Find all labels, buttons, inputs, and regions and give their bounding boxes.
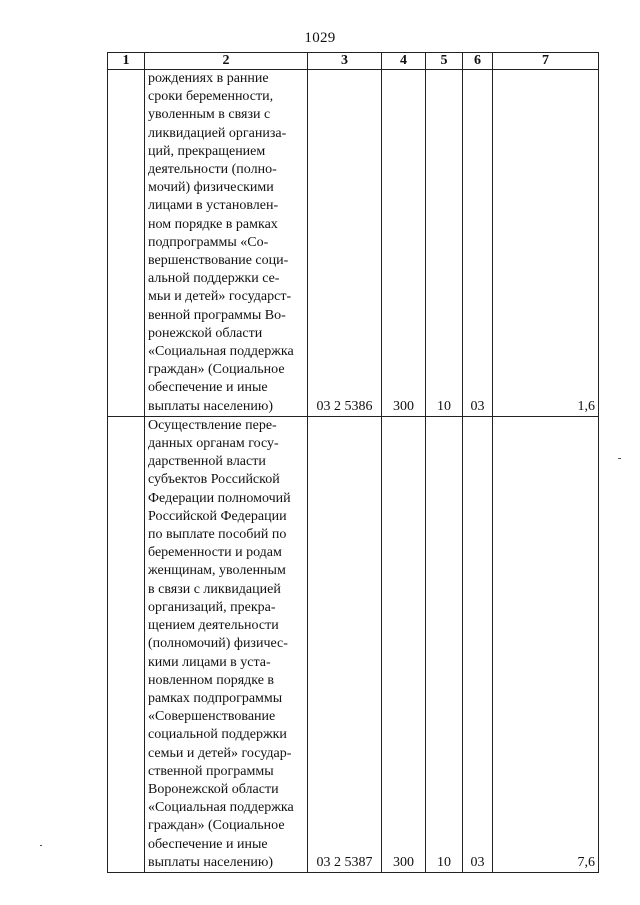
- description-line: альной поддержки се-: [148, 271, 280, 287]
- description-line: Воронежской области: [148, 781, 279, 797]
- header-col-3: 3: [308, 53, 382, 70]
- description-line: дарственной власти: [148, 454, 266, 470]
- col5-cell: 10: [426, 416, 463, 872]
- description-line: социальной поддержки: [148, 727, 287, 743]
- header-row: [108, 53, 599, 70]
- table-header: [108, 53, 599, 70]
- description-line: в связи с ликвидацией: [148, 581, 281, 597]
- description-line: сроки беременности,: [148, 89, 274, 105]
- page-number: 1029: [304, 30, 336, 46]
- description-line: мочий) физическими: [148, 180, 274, 196]
- description-line: обеспечение и иные: [148, 836, 268, 852]
- scan-speck: [40, 845, 42, 846]
- description-line: уволенным в связи с: [148, 107, 271, 123]
- amount-cell: 7,6: [493, 416, 599, 872]
- table-row: [108, 416, 599, 872]
- description-line: лицами в установлен-: [148, 198, 279, 214]
- description-line: новленном порядке в: [148, 672, 275, 688]
- description-line: ликвидацией организа-: [148, 125, 287, 141]
- description-line: ном порядке в рамках: [148, 216, 278, 232]
- description-line: беременности и родам: [148, 545, 282, 561]
- description-line: граждан» (Социальное: [148, 362, 285, 378]
- code-cell: 03 2 5386: [308, 70, 382, 417]
- col5-cell: 10: [426, 70, 463, 417]
- description-line: граждан» (Социальное: [148, 818, 285, 834]
- description-line: рамках подпрограммы: [148, 690, 283, 706]
- description-line: выплаты населению): [148, 398, 273, 414]
- description-line: ственной программы: [148, 763, 274, 779]
- col4-cell: 300: [382, 416, 426, 872]
- row-index-cell: [108, 416, 145, 872]
- description-line: организаций, прекра-: [148, 599, 276, 615]
- col6-cell: 03: [463, 70, 493, 417]
- scan-speck: [618, 458, 621, 459]
- description-cell: [145, 70, 308, 417]
- description-cell: [145, 416, 308, 872]
- table-row: [108, 70, 599, 417]
- description-line: мьи и детей» государст-: [148, 289, 292, 305]
- description-line: Осуществление пере-: [148, 417, 277, 433]
- code-cell: 03 2 5387: [308, 416, 382, 872]
- description-line: рождениях в ранние: [148, 71, 269, 86]
- description-line: щением деятельности: [148, 618, 279, 634]
- description-line: «Социальная поддержка: [148, 344, 294, 360]
- table-body: [108, 70, 599, 873]
- description-line: семьи и детей» государ-: [148, 745, 292, 761]
- header-col-5: 5: [426, 53, 463, 70]
- budget-table: [107, 52, 599, 873]
- description-line: данных органам госу-: [148, 436, 279, 452]
- description-line: кими лицами в уста-: [148, 654, 271, 670]
- description-line: вершенствование соци-: [148, 253, 289, 269]
- description-line: подпрограммы «Со-: [148, 234, 269, 250]
- header-col-6: 6: [463, 53, 493, 70]
- description-line: женщинам, уволенным: [148, 563, 286, 579]
- description-line: по выплате пособий по: [148, 527, 287, 543]
- description-line: ронежской области: [148, 325, 263, 341]
- header-col-4: 4: [382, 53, 426, 70]
- description-line: выплаты населению): [148, 854, 273, 870]
- description-line: венной программы Во-: [148, 307, 286, 323]
- col6-cell: 03: [463, 416, 493, 872]
- description-line: деятельности (полно-: [148, 162, 277, 178]
- header-col-1: 1: [108, 53, 145, 70]
- description-line: обеспечение и иные: [148, 380, 268, 396]
- row-index-cell: [108, 70, 145, 417]
- description-line: Российской Федерации: [148, 508, 287, 524]
- description-line: (полномочий) физичес-: [148, 636, 288, 652]
- header-col-2: 2: [145, 53, 308, 70]
- description-line: субъектов Российской: [148, 472, 280, 488]
- col4-cell: 300: [382, 70, 426, 417]
- description-line: ций, прекращением: [148, 143, 266, 159]
- description-line: «Социальная поддержка: [148, 800, 294, 816]
- amount-cell: 1,6: [493, 70, 599, 417]
- description-line: Федерации полномочий: [148, 490, 291, 506]
- header-col-7: 7: [493, 53, 599, 70]
- description-line: «Совершенствование: [148, 709, 276, 725]
